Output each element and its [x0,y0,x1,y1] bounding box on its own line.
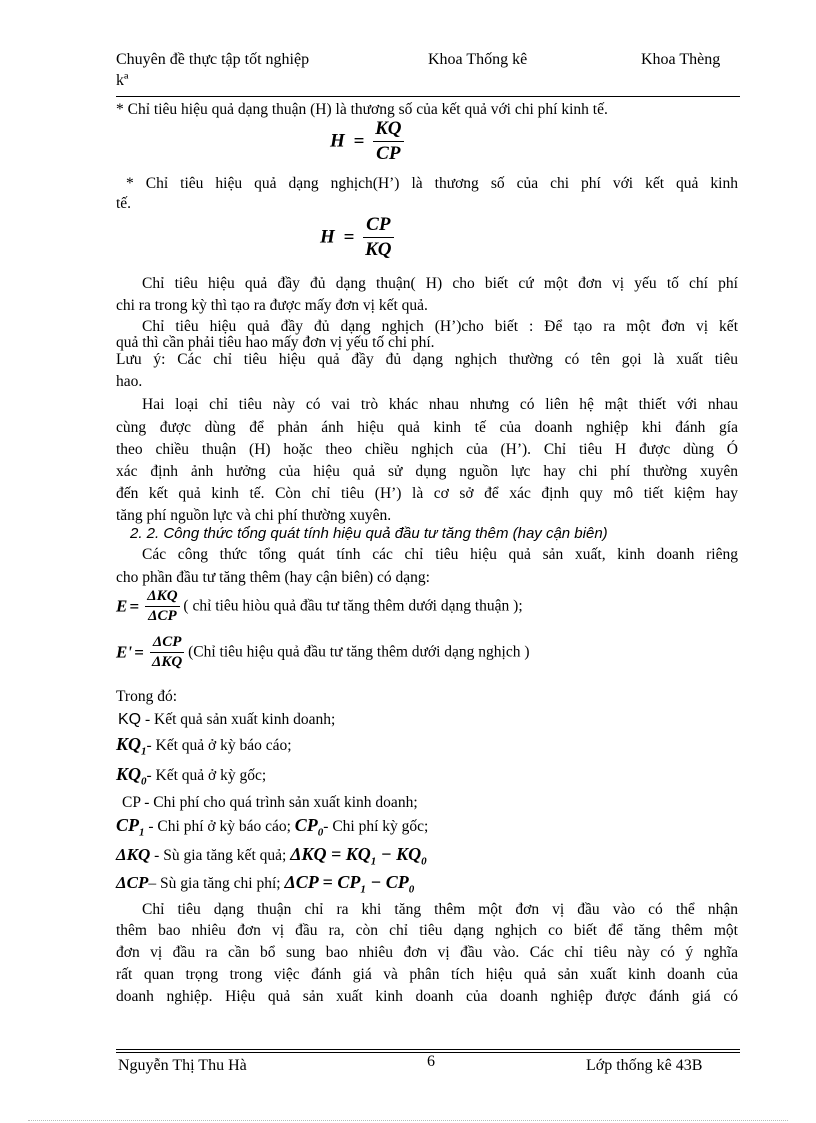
section-heading [130,524,608,544]
footer-author: Nguyễn Thị Thu Hà [118,1057,247,1074]
section-heading-text: 2. 2. Công thức tổng quát tính hiệu quả đầu tư tăng thêm (hay cận biên) [130,525,608,542]
paragraph-line: đơn vị đầu ra cần bổ sung bao nhiêu đơn vị đầu vào. Các chỉ tiêu này có ý nghĩa [116,944,738,961]
definition-cp1-cp0 [116,815,428,843]
equation-delta-kq: $\Delta KQ = KQ_1 - KQ_0$ [290,844,427,868]
paragraph-line: đến kết quả kinh tế. Còn chỉ tiêu (H’) là cơ sở để xác định quy mô tiết kiệm hay [116,485,738,502]
trong-do-label: Trong đó: [116,688,178,705]
paragraph-line: Lưu ý: Các chỉ tiêu hiệu quả đầy đủ dạng nghịch thường có tên gọi là xuất tiêu [116,351,738,368]
footer-rule [116,1049,740,1050]
formula-denominator: ΔKQ [152,654,183,670]
footer-page-number: 6 [427,1053,435,1070]
formula-denominator: CP [373,141,403,165]
symbol-kq: KQ [118,711,142,728]
formula-lhs: H [330,130,345,152]
formula-numerator: ΔCP [152,634,182,650]
formula-description: (Chỉ tiêu hiệu quả đầu tư tăng thêm dưới dạng nghịch ) [188,643,530,661]
formula-eq: = [343,226,355,248]
paragraph-line: Các công thức tổng quát tính các chỉ tiêu hiệu quả sản xuất, kinh doanh riêng [142,546,738,563]
equation-delta-cp: $\Delta CP = CP_1 - CP_0$ [284,872,415,896]
formula-numerator: ΔKQ [147,588,178,604]
paragraph-line: thêm bao nhiêu đơn vị đầu ra, còn chỉ tiêu dạng nghịch co biết để tăng thêm một [116,922,738,939]
definition-text: – Sù gia tăng chi phí; [148,875,281,892]
definition-text: - Kết quả sản xuất kinh doanh; [145,711,336,728]
formula-denominator: ΔCP [145,606,179,625]
formula-denominator: KQ [365,239,392,260]
paragraph-line: quả thì cần phải tiêu hao mấy đơn vị yếu tố chi phí. [116,334,435,351]
paragraph-line: Chỉ tiêu dạng thuận chỉ ra khi tăng thêm một đơn vị đầu vào có thể nhận [142,901,738,918]
paragraph-line: rất quan trọng trong việc đánh giá và phân tích hiệu quả sản xuất kinh doanh của [116,966,738,983]
paragraph-line: tăng phí nguồn lực và chi phí thường xuyên. [116,507,392,524]
symbol-delta-kq: ΔKQ [116,845,151,864]
paragraph-line: cho phần đầu tư tăng thêm (hay cận biên) có dạng: [116,569,430,586]
formula-numerator: KQ [375,118,402,139]
formula-description: ( chỉ tiêu hiòu quả đầu tư tăng thêm dưới dạng thuận ); [183,597,523,615]
header-left: Chuyên đề thực tập tốt nghiệp [116,51,310,68]
paragraph-line: * Chỉ tiêu hiệu quả dạng thuận (H) là thương số của kết quả với chi phí kinh tế. [116,101,608,118]
header-rule [116,96,740,97]
page-edge-rule [28,1120,788,1121]
formula-e [116,588,523,625]
definition-kq1 [116,734,292,762]
paragraph-line: Chỉ tiêu hiệu quả đầy đủ dạng nghịch (H’)cho biết : Để tạo ra một đơn vị kết [142,318,738,335]
symbol-kq0: $KQ_0$ [116,764,147,788]
formula-eq: = [129,596,140,616]
paragraph-line: * Chỉ tiêu hiệu quả dạng nghịch(H’) là thương số của chi phí với kết quả kinh [126,175,738,192]
definition-kq [118,710,335,730]
paragraph-line: Hai loại chỉ tiêu này có vai trò khác nhau nhưng có liên hệ mật thiết với nhau [142,396,738,413]
footer-class: Lớp thống kê 43B [586,1057,703,1074]
paragraph-line: chi ra trong kỳ thì tạo ra được mấy đơn vị kết quả. [116,297,428,314]
formula-lhs: E' [116,642,133,662]
symbol-cp0: $CP_0$ [294,815,324,839]
header-right: Khoa Thèng [641,51,721,68]
definition-delta-cp [116,872,414,900]
header-wrap: kª [116,72,129,89]
paragraph-line: Chỉ tiêu hiệu quả đầy đủ dạng thuận( H) cho biết cứ một đơn vị yếu tố chí phí [142,275,738,292]
formula-numerator: CP [366,214,391,235]
paragraph-line: theo chiều thuận (H) hoặc theo chiều nghịch của (H’). Chỉ tiêu H được dùng Ó [116,441,738,458]
formula-eq: = [134,642,144,662]
definition-text: - Kết quả ở kỳ gốc; [146,767,267,784]
definition-delta-kq [116,844,427,872]
symbol-delta-cp: ΔCP [116,873,149,892]
paragraph-line: doanh nghiệp. Hiệu quả sản xuất kinh doanh của doanh nghiệp được đánh giá có [116,988,738,1005]
header-center: Khoa Thống kê [428,51,528,68]
formula-lhs: H [320,226,335,248]
formula-lhs: E [116,596,128,616]
paragraph-line: tế. [116,195,132,212]
definition-kq0 [116,764,266,792]
symbol-kq1: $KQ_1$ [116,734,147,758]
definition-text: - Chi phí ở kỳ báo cáo; [148,818,291,835]
formula-h-nghich [320,214,394,261]
formula-e-prime [116,634,530,671]
paragraph-line: cùng được dùng để phản ánh hiệu quả kinh tế của doanh nghiệp khi đánh gía [116,419,738,436]
formula-h-thuan [330,118,404,165]
symbol-cp1: $CP_1$ [116,815,145,839]
paragraph-line: xác định ảnh hưởng của hiệu quả sử dụng nguồn lực hay chi phí thường xuyên [116,463,738,480]
definition-text: - Chi phí kỳ gốc; [323,818,429,835]
definition-cp: CP - Chi phí cho quá trình sản xuất kinh doanh; [122,794,418,811]
definition-text: - Kết quả ở kỳ báo cáo; [146,737,292,754]
formula-eq: = [353,130,365,152]
paragraph-line: hao. [116,373,143,390]
definition-text: - Sù gia tăng kết quả; [154,847,287,864]
